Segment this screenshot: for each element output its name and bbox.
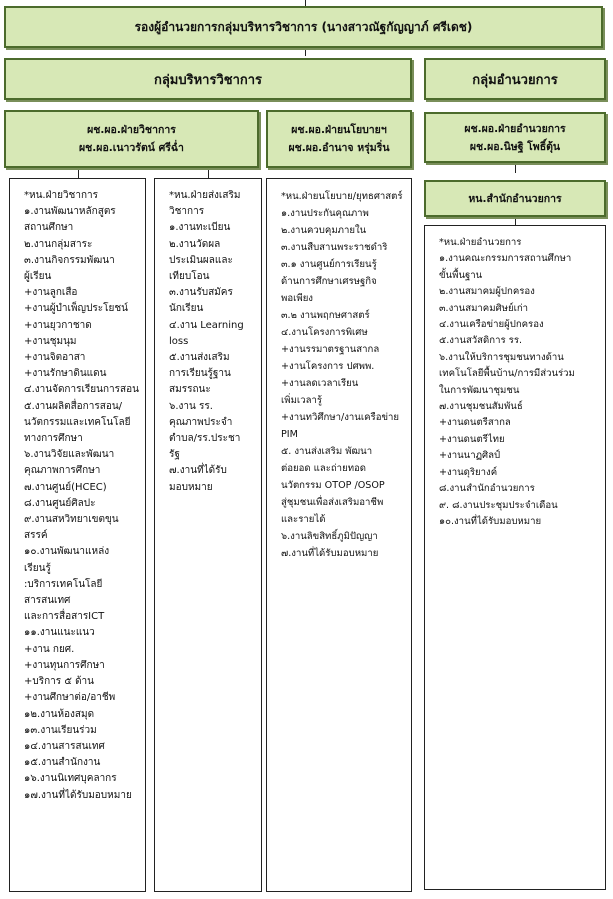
list-item: พอเพียง <box>281 293 313 304</box>
list-item: ๙. ๘.งานประชุมประจำเดือน <box>439 499 558 511</box>
list-item: +งานลดเวลาเรียน <box>281 378 359 389</box>
list-item: ๑๐.งานพัฒนาแหล่ง <box>24 546 110 558</box>
list-item: ๘.งานสำนักอำนวยการ <box>439 483 535 495</box>
list-item: ๓.งานรับสมัคร <box>169 287 233 299</box>
list-item: PIM <box>281 429 298 440</box>
list-item: loss <box>169 335 189 347</box>
list-item: สรรค์ <box>24 530 48 542</box>
office-director-header <box>424 180 606 217</box>
list-item: และการสื่อสารICT <box>24 611 105 623</box>
list-item: ๖.งานวิจัยและพัฒนา <box>24 449 115 461</box>
list-item: ๑๓.งานเรียนร่วม <box>24 724 97 736</box>
list-item: +งานศึกษาต่อ/อาชีพ <box>24 692 116 704</box>
list-item: +งานทวิศึกษา/งานเครือข่าย <box>281 412 400 423</box>
list-item: ๕.งานผลิตสื่อการสอน/ <box>24 400 123 412</box>
list-item: +งาน กยศ. <box>24 643 75 655</box>
list-item: ๗.งานชุมชนสัมพันธ์ <box>439 401 523 413</box>
list-item: ในการพัฒนาชุมชน <box>439 384 520 396</box>
list-item: +งานโครงการ ปศพพ. <box>281 361 375 372</box>
list-item: ๑.งานทะเบียน <box>169 222 231 234</box>
group-academic-header <box>4 58 412 100</box>
director-assistant-header <box>424 112 606 163</box>
list-item: ๑.งานคณะกรรมการสถานศึกษา <box>439 253 572 265</box>
academic-support-duties-list <box>154 178 262 892</box>
list-item: วิชาการ <box>169 206 205 218</box>
list-item: ตำบล/รร.ประชา <box>169 433 241 445</box>
list-item: มอบหมาย <box>169 481 213 493</box>
list-item: *หน.ฝ่ายส่งเสริม <box>169 190 241 201</box>
list-item: *หน.ฝ่ายอำนวยการ <box>439 237 522 248</box>
list-item: ประเมินผลและ <box>169 254 233 266</box>
connector-director <box>515 163 516 173</box>
list-item: เทคโนโลยีพื้นบ้าน/การมีส่วนร่วม <box>439 368 575 380</box>
list-item: ๖.งานลิขสิทธิ์ภูมิปัญญา <box>281 531 378 542</box>
list-item: นวัตกรรม OTOP /OSOP <box>281 480 385 491</box>
list-item: ๓.๑ งานศูนย์การเรียนรู้ <box>281 259 377 270</box>
list-item: ๘.งานศูนย์ศิลปะ <box>24 497 96 509</box>
list-item: ๖.งานให้บริการชุมชนทางด้าน <box>439 351 564 363</box>
deputy-director-title: รองผู้อำนวยการกลุ่มบริหารวิชาการ (นางสาวณัฐกัญญาภ์ ศรีเดช) <box>134 19 473 34</box>
list-item: +งานลูกเสือ <box>24 287 78 299</box>
list-item: *หน.ฝ่ายวิชาการ <box>24 190 98 201</box>
list-item: ๗.งานที่ได้รับ <box>169 465 227 477</box>
list-item: +งานทุนการศึกษา <box>24 659 105 671</box>
list-item: ๗.งานที่ได้รับมอบหมาย <box>281 548 379 559</box>
list-item: ๔.งานโครงการพิเศษ <box>281 327 368 338</box>
list-item: คุณภาพการศึกษา <box>24 465 101 477</box>
list-item: เรียนรู้ <box>24 562 51 574</box>
list-item: นักเรียน <box>169 303 204 315</box>
list-item: +งานยุวกาชาด <box>24 319 92 331</box>
list-item: ๗.งานศูนย์(HCEC) <box>24 481 107 493</box>
list-item: ต่อยอด และถ่ายทอด <box>281 463 367 474</box>
list-item: คุณภาพประจำ <box>169 416 233 428</box>
academic-assistant-role: ผช.ผอ.ฝ่ายวิชาการ <box>87 124 176 136</box>
group-director-header <box>424 58 606 100</box>
list-item: ๙.งานสหวิทยาเขตขุน <box>24 514 119 526</box>
list-item: ๓.งานกิจกรรมพัฒนา <box>24 254 115 266</box>
list-item: ๑๐.งานที่ได้รับมอบหมาย <box>439 515 542 527</box>
list-item: สู่ชุมชนเพื่อส่งเสริมอาชีพ <box>281 497 384 508</box>
list-item: รัฐ <box>169 449 180 461</box>
list-item: *หน.ฝ่ายนโยบาย/ยุทธศาสตร์ <box>281 191 403 202</box>
list-item: ๑๑.งานแนะแนว <box>24 627 95 639</box>
list-item: ๑.งานประกันคุณภาพ <box>281 208 369 219</box>
list-item: +งานนาฏศิลป์ <box>439 450 501 462</box>
list-item: ๒.งานกลุ่มสาระ <box>24 238 93 250</box>
list-item: ขั้นพื้นฐาน <box>439 269 483 281</box>
list-item: ๓.๒ งานพฤกษศาสตร์ <box>281 310 370 321</box>
policy-duties-list <box>266 178 412 892</box>
list-item: ๑.งานพัฒนาหลักสูตร <box>24 206 116 218</box>
list-item: ๔.งานจัดการเรียนการสอน <box>24 384 139 396</box>
list-item: +บริการ ๕ ด้าน <box>24 676 95 688</box>
list-item: :บริการเทคโนโลยีสารสนเทศ <box>24 578 103 607</box>
list-item: ทางการศึกษา <box>24 433 83 445</box>
list-item: ๕. งานส่งเสริม พัฒนา <box>281 446 373 457</box>
list-item: +งานรักษาดินแดน <box>24 368 107 380</box>
connector-col2 <box>208 168 209 178</box>
list-item: ด้านการศึกษาเศรษฐกิจ <box>281 276 377 287</box>
list-item: ๓.งานสืบสานพระราชดำริ <box>281 242 388 253</box>
list-item: และรายได้ <box>281 514 326 525</box>
list-item: ๓.งานสมาคมศิษย์เก่า <box>439 302 529 314</box>
list-item: +งานดนตรีไทย <box>439 433 505 445</box>
list-item: +งานชุมนุม <box>24 335 77 347</box>
list-item: ๒.งานสมาคมผู้ปกครอง <box>439 286 535 298</box>
list-item: สถานศึกษา <box>24 222 74 234</box>
policy-assistant-name: ผช.ผอ.อำนาจ หรุ่มริ่น <box>288 142 390 154</box>
list-item: การเรียนรู้ฐาน <box>169 368 231 380</box>
list-item: ๑๕.งานสำนักงาน <box>24 757 101 769</box>
office-director-title: หน.สำนักอำนวยการ <box>468 193 562 205</box>
connector-top-down <box>305 48 306 56</box>
list-item: เพิ่มเวลารู้ <box>281 395 323 406</box>
list-item: ๒.งานวัดผล <box>169 238 221 250</box>
director-assistant-role: ผช.ผอ.ฝ่ายอำนวยการ <box>464 122 566 135</box>
list-item: สมรรถนะ <box>169 384 211 396</box>
deputy-director-header <box>4 6 603 48</box>
group-director-title: กลุ่มอำนวยการ <box>472 72 558 88</box>
list-item: +งานรรมาตรฐานสากล <box>281 344 380 355</box>
list-item: ๑๒.งานห้องสมุด <box>24 708 95 720</box>
list-item: ๑๖.งานนิเทศบุคลากร <box>24 773 117 785</box>
list-item: ๒.งานควบคุมภายใน <box>281 225 367 236</box>
list-item: ๖.งาน รร. <box>169 400 213 412</box>
list-item: ๕.งานสวัสดิการ รร. <box>439 335 523 347</box>
academic-assistant-header <box>4 110 259 168</box>
list-item: +งานจิตอาสา <box>24 352 86 364</box>
list-item: เทียบโอน <box>169 271 210 283</box>
list-item: ๔.งาน Learning <box>169 319 244 331</box>
director-assistant-name: ผช.ผอ.นิษฐิ โพธิ์ตุ้น <box>469 140 561 153</box>
group-academic-title: กลุ่มบริหารวิชาการ <box>153 72 263 88</box>
list-item: +งานดุริยางค์ <box>439 466 498 478</box>
list-item: +งานผู้บำเพ็ญประโยชน์ <box>24 303 129 315</box>
list-item: ๑๗.งานที่ได้รับมอบหมาย <box>24 789 132 801</box>
policy-assistant-role: ผช.ผอ.ฝ่ายนโยบายฯ <box>291 124 387 136</box>
list-item: +งานดนตรีสากล <box>439 417 511 429</box>
policy-assistant-header <box>266 110 412 168</box>
list-item: นวัตกรรมและเทคโนโลยี <box>24 416 131 428</box>
academic-duties-list <box>9 178 146 892</box>
list-item: ผู้เรียน <box>24 271 52 283</box>
list-item: ๑๔.งานสารสนเทศ <box>24 740 105 752</box>
director-duties-list <box>424 225 606 890</box>
academic-assistant-name: ผช.ผอ.เนาวรัตน์ ศรีฉ่ำ <box>79 142 184 154</box>
list-item: ๕.งานส่งเสริม <box>169 352 230 364</box>
connector-office <box>515 217 516 225</box>
list-item: ๔.งานเครือข่ายผู้ปกครอง <box>439 319 544 331</box>
connector-col1 <box>78 168 79 178</box>
